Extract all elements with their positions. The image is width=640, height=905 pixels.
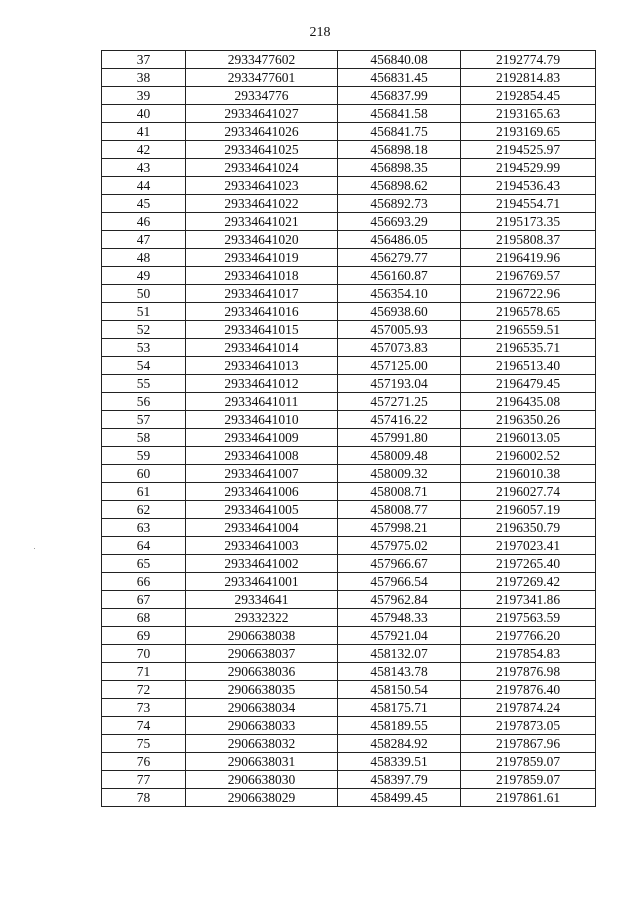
x-coordinate-cell: 458189.55 xyxy=(338,717,461,735)
table-row xyxy=(102,447,596,465)
point-id-cell: 2906638031 xyxy=(186,753,338,771)
x-coordinate-cell: 458150.54 xyxy=(338,681,461,699)
row-number-cell: 46 xyxy=(102,213,186,231)
row-number-cell: 57 xyxy=(102,411,186,429)
coordinates-table-body xyxy=(102,51,596,807)
row-number-cell: 64 xyxy=(102,537,186,555)
table-row xyxy=(102,465,596,483)
table-row xyxy=(102,339,596,357)
y-coordinate-cell: 2197873.05 xyxy=(461,717,596,735)
y-coordinate-cell: 2196722.96 xyxy=(461,285,596,303)
x-coordinate-cell: 457005.93 xyxy=(338,321,461,339)
row-number-cell: 61 xyxy=(102,483,186,501)
table-row xyxy=(102,627,596,645)
table-row xyxy=(102,303,596,321)
row-number-cell: 66 xyxy=(102,573,186,591)
point-id-cell: 29334641019 xyxy=(186,249,338,267)
point-id-cell: 29334641025 xyxy=(186,141,338,159)
row-number-cell: 52 xyxy=(102,321,186,339)
row-number-cell: 77 xyxy=(102,771,186,789)
table-row xyxy=(102,591,596,609)
y-coordinate-cell: 2194529.99 xyxy=(461,159,596,177)
point-id-cell: 2906638035 xyxy=(186,681,338,699)
table-row xyxy=(102,717,596,735)
y-coordinate-cell: 2193165.63 xyxy=(461,105,596,123)
y-coordinate-cell: 2197876.98 xyxy=(461,663,596,681)
table-row xyxy=(102,87,596,105)
point-id-cell: 29334641001 xyxy=(186,573,338,591)
row-number-cell: 47 xyxy=(102,231,186,249)
table-row xyxy=(102,69,596,87)
row-number-cell: 71 xyxy=(102,663,186,681)
point-id-cell: 29334641009 xyxy=(186,429,338,447)
table-row xyxy=(102,393,596,411)
x-coordinate-cell: 456898.62 xyxy=(338,177,461,195)
point-id-cell: 29334641005 xyxy=(186,501,338,519)
x-coordinate-cell: 457125.00 xyxy=(338,357,461,375)
table-row xyxy=(102,789,596,807)
row-number-cell: 45 xyxy=(102,195,186,213)
table-row xyxy=(102,411,596,429)
row-number-cell: 62 xyxy=(102,501,186,519)
point-id-cell: 29334641021 xyxy=(186,213,338,231)
y-coordinate-cell: 2196350.79 xyxy=(461,519,596,537)
y-coordinate-cell: 2197766.20 xyxy=(461,627,596,645)
row-number-cell: 38 xyxy=(102,69,186,87)
x-coordinate-cell: 456841.58 xyxy=(338,105,461,123)
x-coordinate-cell: 457073.83 xyxy=(338,339,461,357)
x-coordinate-cell: 458143.78 xyxy=(338,663,461,681)
point-id-cell: 29334641010 xyxy=(186,411,338,429)
table-row xyxy=(102,123,596,141)
point-id-cell: 2906638029 xyxy=(186,789,338,807)
y-coordinate-cell: 2194536.43 xyxy=(461,177,596,195)
y-coordinate-cell: 2192854.45 xyxy=(461,87,596,105)
row-number-cell: 42 xyxy=(102,141,186,159)
row-number-cell: 63 xyxy=(102,519,186,537)
table-row xyxy=(102,267,596,285)
table-row xyxy=(102,663,596,681)
row-number-cell: 74 xyxy=(102,717,186,735)
x-coordinate-cell: 458499.45 xyxy=(338,789,461,807)
x-coordinate-cell: 456831.45 xyxy=(338,69,461,87)
table-row xyxy=(102,141,596,159)
x-coordinate-cell: 457962.84 xyxy=(338,591,461,609)
row-number-cell: 39 xyxy=(102,87,186,105)
y-coordinate-cell: 2197854.83 xyxy=(461,645,596,663)
x-coordinate-cell: 458008.77 xyxy=(338,501,461,519)
x-coordinate-cell: 457271.25 xyxy=(338,393,461,411)
point-id-cell: 2906638038 xyxy=(186,627,338,645)
x-coordinate-cell: 456837.99 xyxy=(338,87,461,105)
table-row xyxy=(102,699,596,717)
point-id-cell: 29334641027 xyxy=(186,105,338,123)
point-id-cell: 29334641013 xyxy=(186,357,338,375)
table-row xyxy=(102,285,596,303)
point-id-cell: 29334641007 xyxy=(186,465,338,483)
point-id-cell: 29334641015 xyxy=(186,321,338,339)
y-coordinate-cell: 2196419.96 xyxy=(461,249,596,267)
table-row xyxy=(102,51,596,69)
y-coordinate-cell: 2194525.97 xyxy=(461,141,596,159)
point-id-cell: 2933477601 xyxy=(186,69,338,87)
x-coordinate-cell: 457998.21 xyxy=(338,519,461,537)
row-number-cell: 41 xyxy=(102,123,186,141)
table-row xyxy=(102,483,596,501)
row-number-cell: 48 xyxy=(102,249,186,267)
point-id-cell: 29334641017 xyxy=(186,285,338,303)
point-id-cell: 29334641006 xyxy=(186,483,338,501)
y-coordinate-cell: 2196057.19 xyxy=(461,501,596,519)
x-coordinate-cell: 456160.87 xyxy=(338,267,461,285)
y-coordinate-cell: 2197861.61 xyxy=(461,789,596,807)
x-coordinate-cell: 457975.02 xyxy=(338,537,461,555)
table-row xyxy=(102,573,596,591)
row-number-cell: 51 xyxy=(102,303,186,321)
row-number-cell: 44 xyxy=(102,177,186,195)
point-id-cell: 29334641 xyxy=(186,591,338,609)
point-id-cell: 2906638034 xyxy=(186,699,338,717)
point-id-cell: 2906638036 xyxy=(186,663,338,681)
table-row xyxy=(102,735,596,753)
x-coordinate-cell: 456354.10 xyxy=(338,285,461,303)
y-coordinate-cell: 2196013.05 xyxy=(461,429,596,447)
point-id-cell: 29334641014 xyxy=(186,339,338,357)
table-row xyxy=(102,105,596,123)
row-number-cell: 65 xyxy=(102,555,186,573)
x-coordinate-cell: 457416.22 xyxy=(338,411,461,429)
y-coordinate-cell: 2197341.86 xyxy=(461,591,596,609)
row-number-cell: 54 xyxy=(102,357,186,375)
y-coordinate-cell: 2197859.07 xyxy=(461,753,596,771)
table-row xyxy=(102,753,596,771)
table-row xyxy=(102,555,596,573)
y-coordinate-cell: 2196350.26 xyxy=(461,411,596,429)
page-number: 218 xyxy=(309,25,331,40)
row-number-cell: 78 xyxy=(102,789,186,807)
x-coordinate-cell: 456841.75 xyxy=(338,123,461,141)
y-coordinate-cell: 2195808.37 xyxy=(461,231,596,249)
x-coordinate-cell: 456693.29 xyxy=(338,213,461,231)
y-coordinate-cell: 2197876.40 xyxy=(461,681,596,699)
coordinates-table xyxy=(101,50,596,807)
y-coordinate-cell: 2196559.51 xyxy=(461,321,596,339)
row-number-cell: 56 xyxy=(102,393,186,411)
y-coordinate-cell: 2196535.71 xyxy=(461,339,596,357)
y-coordinate-cell: 2192814.83 xyxy=(461,69,596,87)
point-id-cell: 29334641018 xyxy=(186,267,338,285)
row-number-cell: 67 xyxy=(102,591,186,609)
row-number-cell: 68 xyxy=(102,609,186,627)
y-coordinate-cell: 2197563.59 xyxy=(461,609,596,627)
point-id-cell: 29334641004 xyxy=(186,519,338,537)
x-coordinate-cell: 457193.04 xyxy=(338,375,461,393)
point-id-cell: 29334641023 xyxy=(186,177,338,195)
y-coordinate-cell: 2196027.74 xyxy=(461,483,596,501)
row-number-cell: 60 xyxy=(102,465,186,483)
y-coordinate-cell: 2197859.07 xyxy=(461,771,596,789)
x-coordinate-cell: 457991.80 xyxy=(338,429,461,447)
x-coordinate-cell: 456486.05 xyxy=(338,231,461,249)
x-coordinate-cell: 456279.77 xyxy=(338,249,461,267)
row-number-cell: 40 xyxy=(102,105,186,123)
point-id-cell: 2933477602 xyxy=(186,51,338,69)
y-coordinate-cell: 2196002.52 xyxy=(461,447,596,465)
x-coordinate-cell: 457966.54 xyxy=(338,573,461,591)
row-number-cell: 43 xyxy=(102,159,186,177)
row-number-cell: 37 xyxy=(102,51,186,69)
table-row xyxy=(102,519,596,537)
point-id-cell: 2906638037 xyxy=(186,645,338,663)
x-coordinate-cell: 458175.71 xyxy=(338,699,461,717)
row-number-cell: 69 xyxy=(102,627,186,645)
point-id-cell: 29334641012 xyxy=(186,375,338,393)
row-number-cell: 70 xyxy=(102,645,186,663)
x-coordinate-cell: 456840.08 xyxy=(338,51,461,69)
x-coordinate-cell: 458339.51 xyxy=(338,753,461,771)
y-coordinate-cell: 2195173.35 xyxy=(461,213,596,231)
point-id-cell: 2906638032 xyxy=(186,735,338,753)
y-coordinate-cell: 2194554.71 xyxy=(461,195,596,213)
table-row xyxy=(102,429,596,447)
x-coordinate-cell: 456892.73 xyxy=(338,195,461,213)
y-coordinate-cell: 2196010.38 xyxy=(461,465,596,483)
x-coordinate-cell: 458132.07 xyxy=(338,645,461,663)
point-id-cell: 29334641002 xyxy=(186,555,338,573)
row-number-cell: 76 xyxy=(102,753,186,771)
point-id-cell: 29332322 xyxy=(186,609,338,627)
y-coordinate-cell: 2196435.08 xyxy=(461,393,596,411)
x-coordinate-cell: 457921.04 xyxy=(338,627,461,645)
table-row xyxy=(102,357,596,375)
table-row xyxy=(102,159,596,177)
x-coordinate-cell: 458008.71 xyxy=(338,483,461,501)
table-row xyxy=(102,213,596,231)
point-id-cell: 29334641024 xyxy=(186,159,338,177)
x-coordinate-cell: 456898.35 xyxy=(338,159,461,177)
x-coordinate-cell: 456938.60 xyxy=(338,303,461,321)
point-id-cell: 29334641008 xyxy=(186,447,338,465)
x-coordinate-cell: 458009.32 xyxy=(338,465,461,483)
table-row xyxy=(102,501,596,519)
table-row xyxy=(102,375,596,393)
x-coordinate-cell: 456898.18 xyxy=(338,141,461,159)
row-number-cell: 49 xyxy=(102,267,186,285)
table-row xyxy=(102,195,596,213)
y-coordinate-cell: 2197023.41 xyxy=(461,537,596,555)
y-coordinate-cell: 2197265.40 xyxy=(461,555,596,573)
table-row xyxy=(102,177,596,195)
y-coordinate-cell: 2193169.65 xyxy=(461,123,596,141)
row-number-cell: 58 xyxy=(102,429,186,447)
y-coordinate-cell: 2196513.40 xyxy=(461,357,596,375)
point-id-cell: 29334641011 xyxy=(186,393,338,411)
point-id-cell: 29334641016 xyxy=(186,303,338,321)
row-number-cell: 72 xyxy=(102,681,186,699)
x-coordinate-cell: 457966.67 xyxy=(338,555,461,573)
y-coordinate-cell: 2197867.96 xyxy=(461,735,596,753)
table-row xyxy=(102,249,596,267)
row-number-cell: 50 xyxy=(102,285,186,303)
y-coordinate-cell: 2196479.45 xyxy=(461,375,596,393)
y-coordinate-cell: 2197874.24 xyxy=(461,699,596,717)
y-coordinate-cell: 2192774.79 xyxy=(461,51,596,69)
table-row xyxy=(102,681,596,699)
point-id-cell: 29334641020 xyxy=(186,231,338,249)
row-number-cell: 53 xyxy=(102,339,186,357)
x-coordinate-cell: 458397.79 xyxy=(338,771,461,789)
table-row xyxy=(102,645,596,663)
table-row xyxy=(102,537,596,555)
y-coordinate-cell: 2197269.42 xyxy=(461,573,596,591)
table-row xyxy=(102,231,596,249)
row-number-cell: 73 xyxy=(102,699,186,717)
point-id-cell: 29334641026 xyxy=(186,123,338,141)
point-id-cell: 29334776 xyxy=(186,87,338,105)
row-number-cell: 75 xyxy=(102,735,186,753)
point-id-cell: 2906638030 xyxy=(186,771,338,789)
table-row xyxy=(102,771,596,789)
point-id-cell: 29334641022 xyxy=(186,195,338,213)
row-number-cell: 55 xyxy=(102,375,186,393)
y-coordinate-cell: 2196578.65 xyxy=(461,303,596,321)
x-coordinate-cell: 458009.48 xyxy=(338,447,461,465)
table-row xyxy=(102,609,596,627)
x-coordinate-cell: 458284.92 xyxy=(338,735,461,753)
point-id-cell: 2906638033 xyxy=(186,717,338,735)
row-number-cell: 59 xyxy=(102,447,186,465)
x-coordinate-cell: 457948.33 xyxy=(338,609,461,627)
point-id-cell: 29334641003 xyxy=(186,537,338,555)
y-coordinate-cell: 2196769.57 xyxy=(461,267,596,285)
scan-mark xyxy=(34,548,35,549)
table-row xyxy=(102,321,596,339)
